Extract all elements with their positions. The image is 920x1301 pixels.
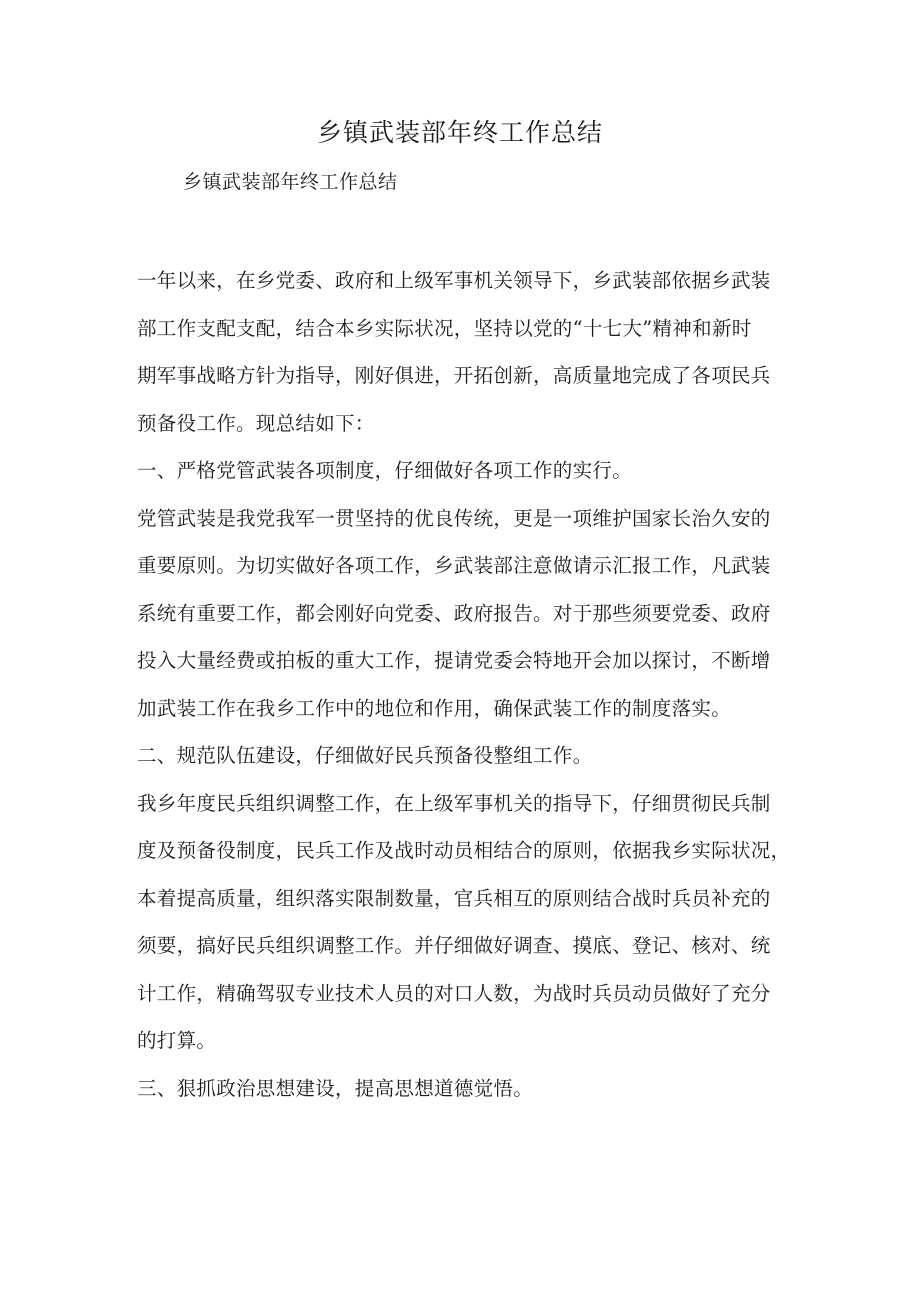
body-line: 度及预备役制度，民兵工作及战时动员相结合的原则，依据我乡实际状况， (137, 839, 791, 862)
body-line: 计工作，精确驾驭专业技术人员的对口人数，为战时兵员动员做好了充分 (137, 981, 771, 1005)
document-body (137, 257, 789, 1112)
body-line: 党管武装是我党我军一贯坚持的优良传统，更是一项维护国家长治久安的 (137, 506, 771, 530)
body-line: 预备役工作。现总结如下： (137, 411, 375, 435)
body-line: 期军事战略方针为指导，刚好俱进，开拓创新，高质量地完成了各项民兵 (137, 364, 771, 387)
document-title: 乡镇武装部年终工作总结 (316, 118, 603, 147)
body-line: 部工作支配支配，结合本乡实际状况，坚持以党的“十七大”精神和新时 (137, 316, 752, 340)
body-line: 系统有重要工作，都会刚好向党委、政府报告。对于那些须要党委、政府 (137, 601, 771, 625)
section-heading-2: 二、规范队伍建设，仔细做好民兵预备役整组工作。 (137, 744, 593, 767)
section-heading-1: 一、严格党管武装各项制度，仔细做好各项工作的实行。 (137, 459, 633, 482)
body-line: 加武装工作在我乡工作中的地位和作用，确保武装工作的制度落实。 (137, 696, 732, 720)
body-line: 我乡年度民兵组织调整工作，在上级军事机关的指导下，仔细贯彻民兵制 (137, 791, 771, 815)
body-line: 一年以来，在乡党委、政府和上级军事机关领导下，乡武装部依据乡武装 (137, 269, 771, 292)
document-subtitle: 乡镇武装部年终工作总结 (183, 171, 398, 193)
body-line: 本着提高质量，组织落实限制数量，官兵相互的原则结合战时兵员补充的 (137, 886, 771, 910)
body-line: 重要原则。为切实做好各项工作，乡武装部注意做请示汇报工作，凡武装 (137, 554, 771, 577)
body-line: 的打算。 (137, 1029, 217, 1052)
section-heading-3: 三、狠抓政治思想建设，提高思想道德觉悟。 (137, 1076, 534, 1100)
body-line: 投入大量经费或拍板的重大工作，提请党委会特地开会加以探讨，不断增 (137, 649, 771, 672)
body-line: 须要，搞好民兵组织调整工作。并仔细做好调查、摸底、登记、核对、统 (137, 934, 771, 957)
